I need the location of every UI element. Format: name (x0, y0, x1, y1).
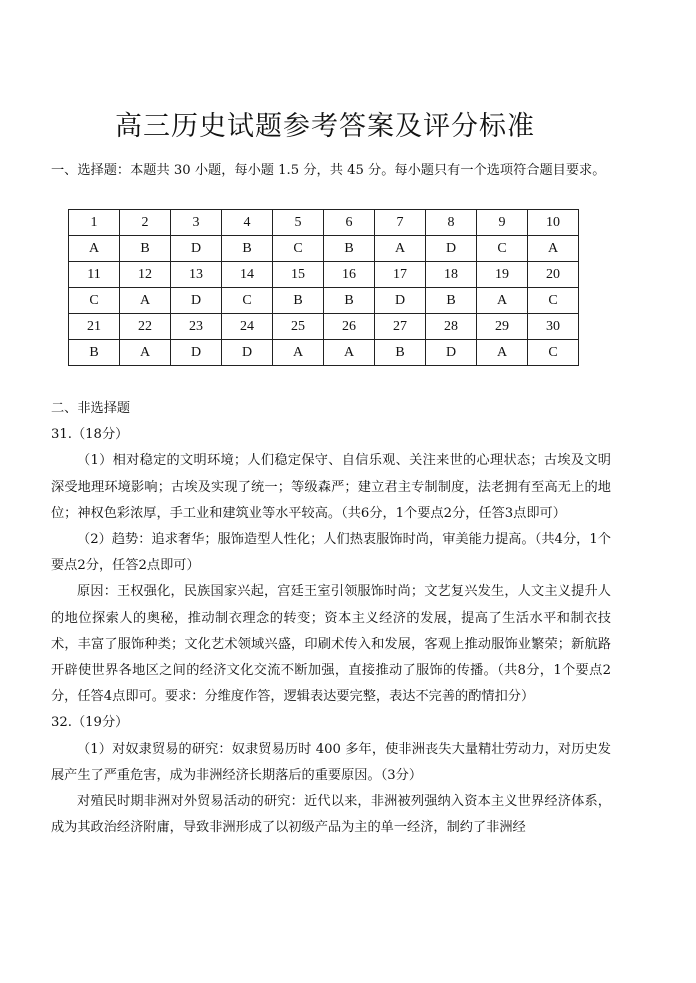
answer-cell: D (375, 288, 426, 314)
answer-cell: C (69, 288, 120, 314)
question-number-cell: 24 (222, 314, 273, 340)
answer-cell: B (324, 288, 375, 314)
question-number-cell: 26 (324, 314, 375, 340)
question-32-part1-colonial: 对殖民时期非洲对外贸易活动的研究：近代以来，非洲被列强纳入资本主义世界经济体系，成为其政治经济附庸，导致非洲形成了以初级产品为主的单一经济，制约了非洲经 (51, 794, 611, 836)
question-number-cell: 16 (324, 262, 375, 288)
answer-cell: C (528, 340, 579, 366)
question-number-cell: 17 (375, 262, 426, 288)
question-31-label: 31.（18分） (51, 427, 129, 443)
table-row (69, 262, 579, 288)
question-number-cell: 12 (120, 262, 171, 288)
section-choice-heading: 一、选择题：本题共 30 小题，每小题 1.5 分，共 45 分。每小题只有一个选项符合题目要求。 (51, 163, 606, 178)
question-32-label: 32.（19分） (51, 715, 129, 731)
table-row (69, 210, 579, 236)
answer-cell: A (324, 340, 375, 366)
answer-cell: A (273, 340, 324, 366)
answer-cell: D (171, 340, 222, 366)
answer-cell: C (222, 288, 273, 314)
answer-cell: B (120, 236, 171, 262)
question-number-cell: 10 (528, 210, 579, 236)
question-number-cell: 19 (477, 262, 528, 288)
section-nonchoice (51, 396, 611, 841)
question-number-cell: 28 (426, 314, 477, 340)
table-row (69, 288, 579, 314)
question-number-cell: 30 (528, 314, 579, 340)
answer-cell: A (120, 340, 171, 366)
answer-cell: A (477, 340, 528, 366)
question-number-cell: 1 (69, 210, 120, 236)
question-number-cell: 5 (273, 210, 324, 236)
question-number-cell: 22 (120, 314, 171, 340)
question-31-reasons: 原因：王权强化，民族国家兴起，宫廷王室引领服饰时尚；文艺复兴发生，人文主义提升人的地位探索人的奥秘，推动制衣理念的转变；资本主义经济的发展，提高了生活水平和制衣技术，丰富了服饰种类；文化艺术领域兴盛，印刷术传入和发展，客观上推动服饰业繁荣；新航路开辟使世界各地区之间的经济文化交流不断加强，直接推动了服饰的传播。（共8分，1个要点2分，任答4点即可。要求：分维度作答，逻辑表达要完整，表达不完善的酌情扣分） (51, 584, 611, 705)
answer-cell: A (477, 288, 528, 314)
table-row (69, 314, 579, 340)
question-number-cell: 27 (375, 314, 426, 340)
answer-cell: D (426, 236, 477, 262)
answer-cell: C (528, 288, 579, 314)
question-number-cell: 23 (171, 314, 222, 340)
question-number-cell: 29 (477, 314, 528, 340)
answer-cell: D (171, 288, 222, 314)
answer-cell: A (69, 236, 120, 262)
answer-cell: B (375, 340, 426, 366)
answer-cell: D (426, 340, 477, 366)
answer-cell: D (222, 340, 273, 366)
answer-cell: C (477, 236, 528, 262)
section-nonchoice-heading: 二、非选择题 (51, 401, 131, 416)
page-title: 高三历史试题参考答案及评分标准 (115, 111, 535, 142)
question-number-cell: 20 (528, 262, 579, 288)
question-number-cell: 9 (477, 210, 528, 236)
question-number-cell: 13 (171, 262, 222, 288)
question-number-cell: 3 (171, 210, 222, 236)
answer-cell: A (375, 236, 426, 262)
question-number-cell: 8 (426, 210, 477, 236)
question-31-part2: （2）趋势：追求奢华；服饰造型人性化；人们热衷服饰时尚，审美能力提高。（共4分，1个要点2分，任答2点即可） (51, 532, 611, 574)
answer-table (68, 209, 579, 366)
question-number-cell: 18 (426, 262, 477, 288)
answer-cell: B (426, 288, 477, 314)
answer-cell: B (324, 236, 375, 262)
answer-cell: D (171, 236, 222, 262)
table-row (69, 236, 579, 262)
table-row (69, 340, 579, 366)
question-number-cell: 7 (375, 210, 426, 236)
question-number-cell: 6 (324, 210, 375, 236)
question-number-cell: 2 (120, 210, 171, 236)
question-number-cell: 4 (222, 210, 273, 236)
answer-cell: C (273, 236, 324, 262)
question-number-cell: 11 (69, 262, 120, 288)
answer-cell: B (273, 288, 324, 314)
answer-cell: A (120, 288, 171, 314)
question-32-part1: （1）对奴隶贸易的研究：奴隶贸易历时 400 多年，使非洲丧失大量精壮劳动力，对历史发展产生了严重危害，成为非洲经济长期落后的重要原因。（3分） (51, 741, 611, 783)
question-number-cell: 25 (273, 314, 324, 340)
question-number-cell: 14 (222, 262, 273, 288)
answer-cell: B (222, 236, 273, 262)
question-31-part1: （1）相对稳定的文明环境；人们稳定保守、自信乐观、关注来世的心理状态；古埃及文明深受地理环境影响；古埃及实现了统一；等级森严；建立君主专制制度，法老拥有至高无上的地位；神权色彩浓厚，手工业和建筑业等水平较高。（共6分，1个要点2分，任答3点即可） (51, 453, 611, 521)
answer-cell: A (528, 236, 579, 262)
question-number-cell: 21 (69, 314, 120, 340)
question-number-cell: 15 (273, 262, 324, 288)
answer-cell: B (69, 340, 120, 366)
